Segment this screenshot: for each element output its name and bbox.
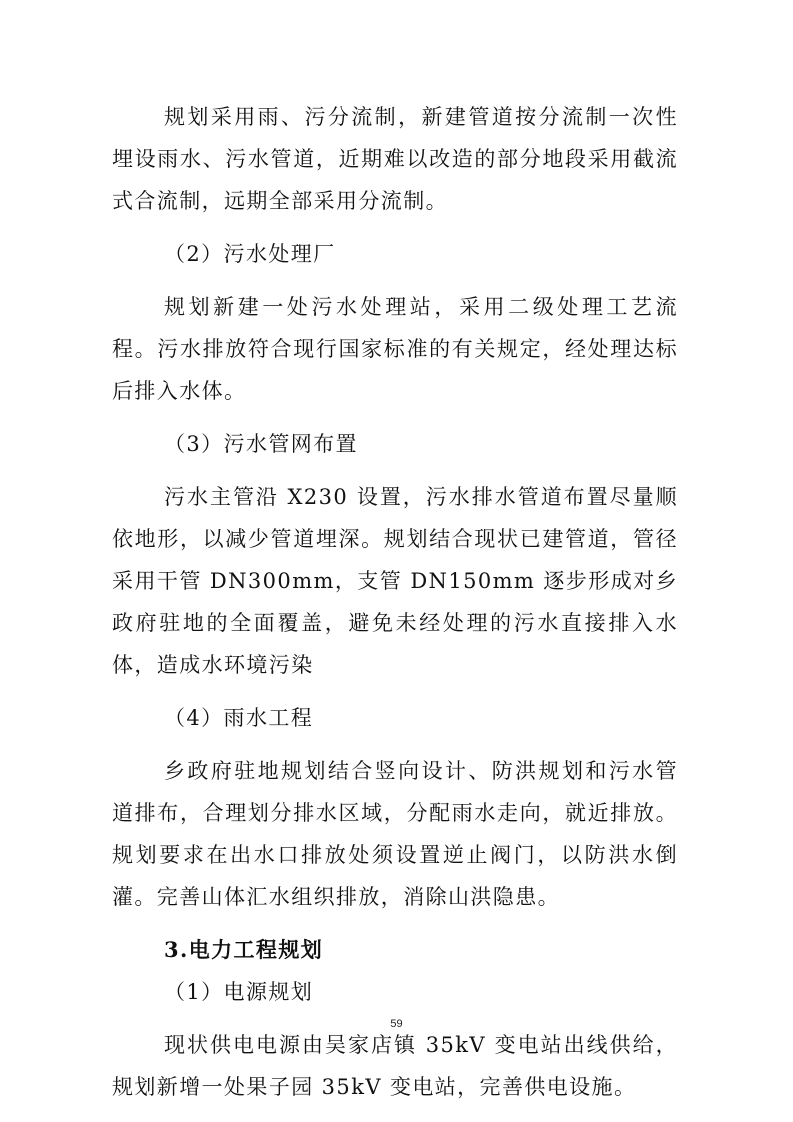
subheading-sewage-network: （3）污水管网布置 xyxy=(164,432,358,456)
subheading-rainwater: （4）雨水工程 xyxy=(164,706,314,730)
paragraph-sewage-plant: 规划新建一处污水处理站，采用二级处理工艺流程。污水排放符合现行国家标准的有关规定，经处理达标后排入水体。 xyxy=(112,295,678,403)
section-heading-power: 3.电力工程规划 xyxy=(164,937,324,962)
subheading-sewage-plant: （2）污水处理厂 xyxy=(164,242,336,266)
page-number: 59 xyxy=(390,1018,403,1030)
subheading-power-source: （1）电源规划 xyxy=(164,980,314,1004)
paragraph-drainage-system: 规划采用雨、污分流制，新建管道按分流制一次性埋设雨水、污水管道，近期难以改造的部分地段采用截流式合流制，远期全部采用分流制。 xyxy=(112,105,678,213)
paragraph-rainwater: 乡政府驻地规划结合竖向设计、防洪规划和污水管道排布，合理划分排水区域，分配雨水走向，就近排放。规划要求在出水口排放处须设置逆止阀门，以防洪水倒灌。完善山体汇水组织排放，消除山洪隐患。 xyxy=(112,759,678,909)
paragraph-sewage-network: 污水主管沿 X230 设置，污水排水管道布置尽量顺依地形，以减少管道埋深。规划结合现状已建管道，管径采用干管 DN300mm，支管 DN150mm 逐步形成对乡政府驻地的全面覆盖，避免未经处理的污水直接排入水体，造成水环境污染 xyxy=(112,485,678,677)
document-body xyxy=(112,96,678,1108)
paragraph-power-source: 现状供电电源由吴家店镇 35kV 变电站出线供给，规划新增一处果子园 35kV 变电站，完善供电设施。 xyxy=(112,1033,678,1099)
